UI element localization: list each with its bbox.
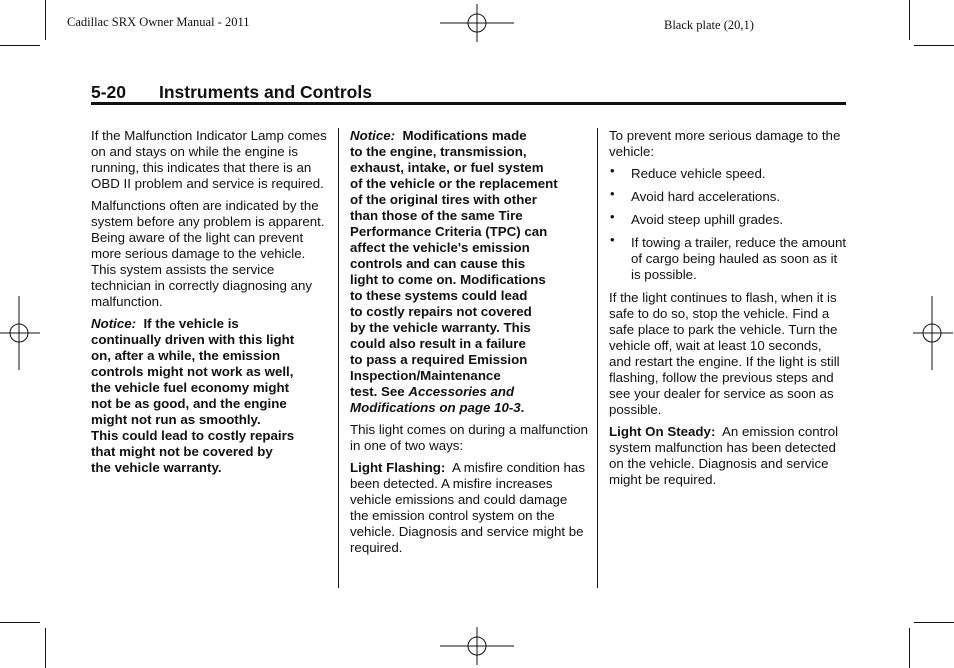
crop-mark: [909, 628, 910, 668]
light-flashing-label: Light Flashing:: [350, 460, 446, 475]
notice-line: than those of the same Tire: [350, 208, 523, 223]
crop-mark: [909, 0, 910, 40]
light-steady-text: An emission control system malfunction has been detected on the vehicle. Diagnosis and service might be required.: [609, 424, 839, 487]
notice-line: This could lead to costly repairs: [91, 428, 295, 443]
notice-line: controls and can cause this: [350, 256, 526, 271]
crop-mark: [45, 628, 46, 668]
notice-line: of the original tires with other: [350, 192, 537, 207]
notice-block: [350, 128, 588, 416]
paragraph: This light comes on during a malfunction in one of two ways:: [350, 422, 588, 453]
paragraph: If the light continues to flash, when it is safe to do so, stop the vehicle. Find a safe place to park the vehicle. Turn the vehicle off, wait at least 10 seconds, and restart the engine. If the light is still flashing, follow the previous steps and see your dealer for service as soon as possible.: [609, 290, 840, 417]
crop-mark: [45, 0, 46, 40]
notice-line: continually driven with this light: [91, 332, 295, 347]
light-flashing-paragraph: [350, 460, 588, 556]
header-rule: [91, 102, 846, 105]
paragraph: If the Malfunction Indicator Lamp comes on and stays on while the engine is running, this indicates that there is an OBD II problem and service is required.: [91, 128, 327, 191]
page-number: 5-20: [91, 82, 127, 102]
cross-reference-link[interactable]: Accessories and Modifications on page 10-3: [350, 384, 521, 415]
notice-line: the vehicle warranty.: [91, 460, 222, 475]
bullet-icon: •: [610, 186, 615, 201]
registration-mark-top: [440, 4, 514, 42]
notice-see: test. See: [350, 384, 409, 399]
crop-mark: [0, 45, 40, 46]
light-steady-paragraph: [609, 424, 847, 488]
list-item: • Reduce vehicle speed.: [610, 163, 766, 181]
column-divider: [338, 128, 339, 588]
plate-label: Black plate (20,1): [664, 18, 754, 32]
section-title: Instruments and Controls: [159, 82, 372, 102]
notice-line: could also result in a failure: [350, 336, 526, 351]
light-steady-label: Light On Steady:: [609, 424, 716, 439]
notice-line: affect the vehicle's emission: [350, 240, 530, 255]
notice-line: not be as good, and the engine: [91, 396, 287, 411]
list-item: • If towing a trailer, reduce the amount of cargo being hauled as soon as it is possible.: [610, 232, 847, 282]
registration-mark-left: [0, 296, 40, 370]
column-1: [91, 128, 327, 476]
notice-line: to these systems could lead: [350, 288, 528, 303]
manual-title: Cadillac SRX Owner Manual - 2011: [67, 15, 250, 29]
notice-line: exhaust, intake, or fuel system: [350, 160, 544, 175]
notice-line: of the vehicle or the replacement: [350, 176, 558, 191]
list-item: • Avoid steep uphill grades.: [610, 209, 784, 227]
bullet-icon: •: [610, 163, 615, 178]
notice-end: .: [520, 400, 525, 415]
bullet-list: [609, 163, 847, 283]
notice-line: might not run as smoothly.: [91, 412, 261, 427]
notice-label: Notice:: [350, 128, 396, 143]
registration-mark-right: [913, 296, 953, 370]
notice-line: on, after a while, the emission: [91, 348, 281, 363]
notice-label: Notice:: [91, 316, 137, 331]
notice-line: to costly repairs not covered: [350, 304, 532, 319]
crop-mark: [914, 622, 954, 623]
paragraph: Malfunctions often are indicated by the system before any problem is apparent. Being aware of the light can prevent more serious damage to the vehicle. This system assists the service technician in correctly diagnosing any malfunction.: [91, 198, 325, 309]
notice-line: that might not be covered by: [91, 444, 273, 459]
notice-line: If the vehicle is: [143, 316, 239, 331]
notice-line: controls might not work as well,: [91, 364, 294, 379]
column-3: [609, 128, 847, 494]
bullet-icon: •: [610, 209, 615, 224]
notice-line: the vehicle fuel economy might: [91, 380, 290, 395]
notice-line: Performance Criteria (TPC) can: [350, 224, 548, 239]
list-item: • Avoid hard accelerations.: [610, 186, 781, 204]
notice-line: to the engine, transmission,: [350, 144, 527, 159]
crop-mark: [914, 45, 954, 46]
notice-line: to pass a required Emission: [350, 352, 528, 367]
bullet-icon: •: [610, 232, 615, 247]
column-divider: [597, 128, 598, 588]
notice-line: Inspection/Maintenance: [350, 368, 501, 383]
light-flashing-text: A misfire condition has been detected. A misfire increases vehicle emissions and could damage the emission control system on the vehicle. Diagnosis and service might be required.: [350, 460, 585, 555]
crop-mark: [0, 622, 40, 623]
notice-line: light to come on. Modifications: [350, 272, 546, 287]
notice-block: [91, 316, 327, 476]
section-header: [91, 80, 846, 104]
notice-line: Modifications made: [402, 128, 527, 143]
paragraph: To prevent more serious damage to the vehicle:: [609, 128, 841, 159]
registration-mark-bottom: [440, 627, 514, 665]
notice-line: by the vehicle warranty. This: [350, 320, 531, 335]
column-2: [350, 128, 588, 562]
